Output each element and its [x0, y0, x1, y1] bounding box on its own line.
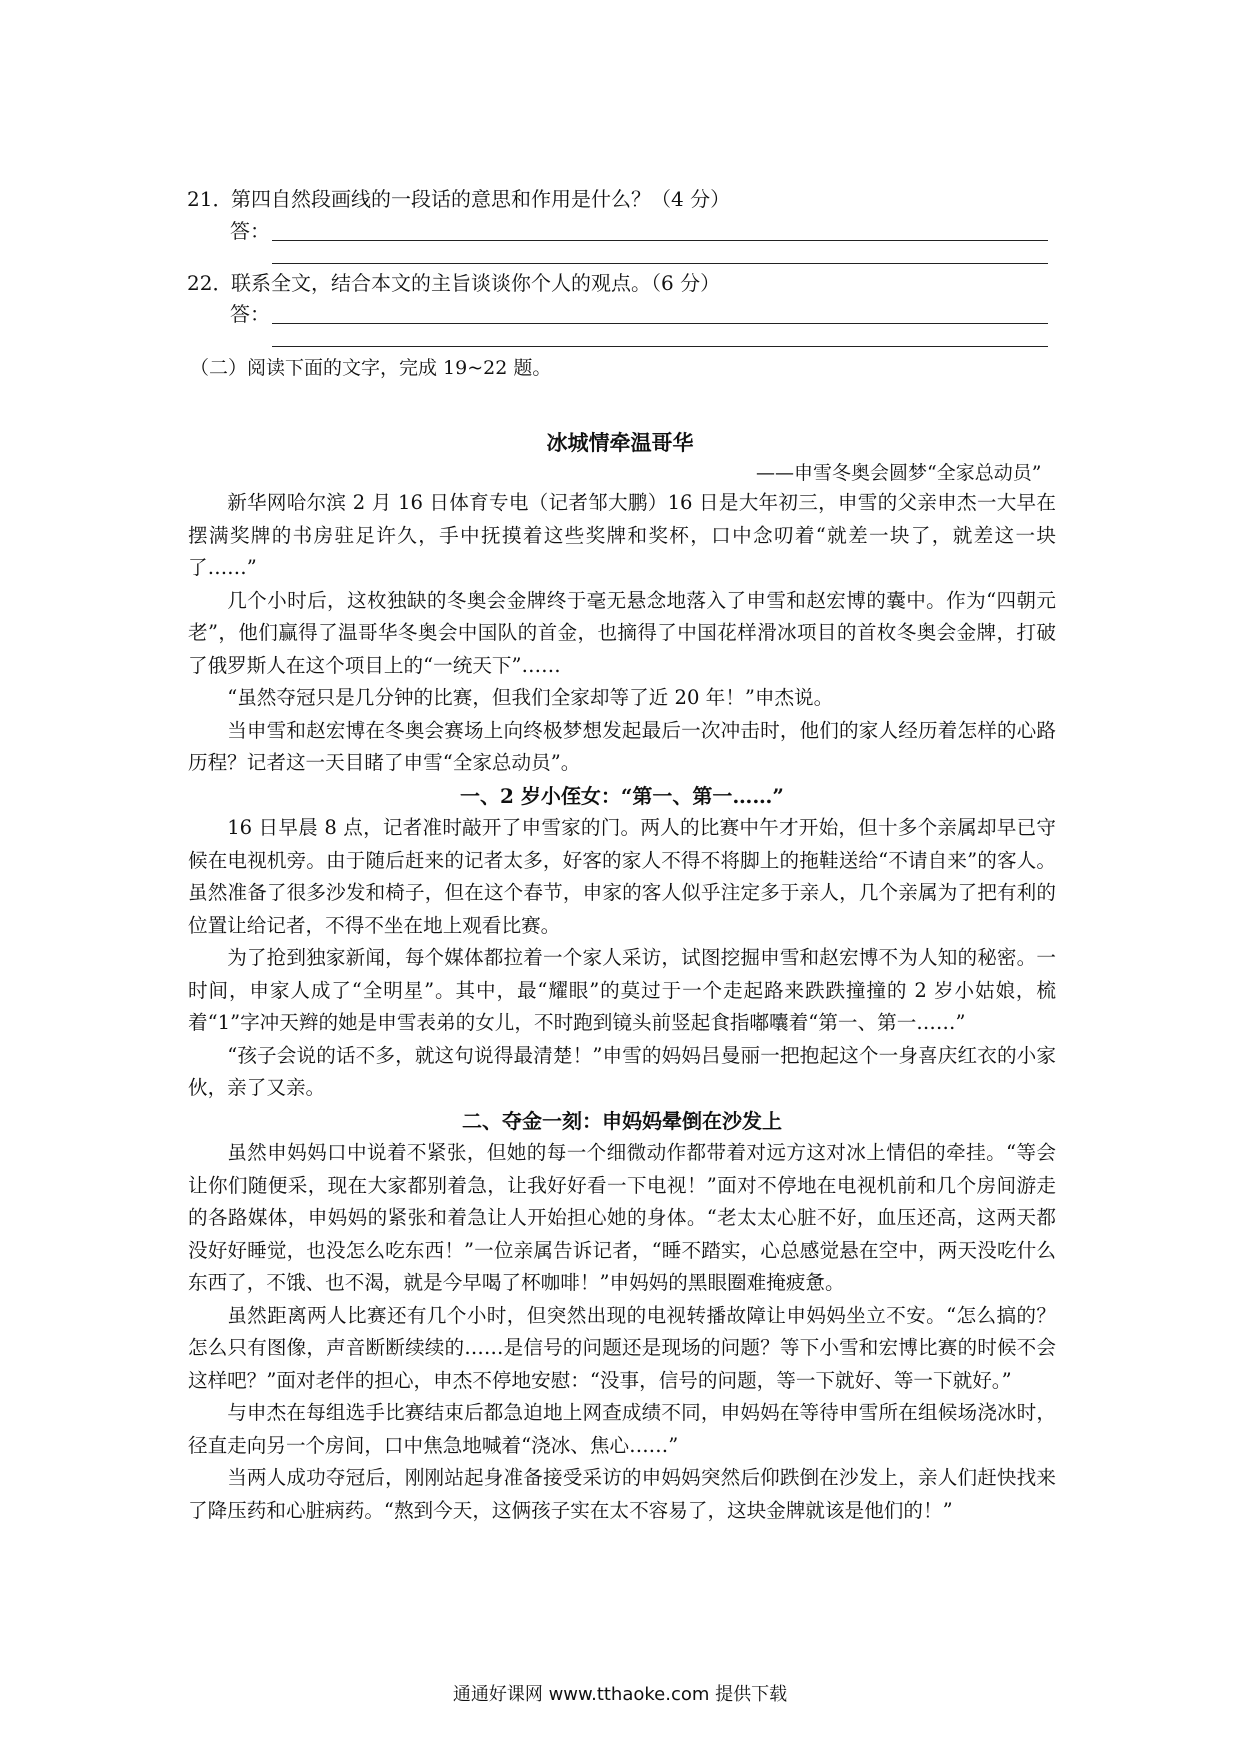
- answer-line: [272, 240, 1048, 241]
- answer-label: 答：: [230, 302, 270, 326]
- paragraph: 虽然申妈妈口中说着不紧张，但她的每一个细微动作都带着对远方这对冰上情侣的牵挂。“等会让你们随便采，现在大家都别着急，让我好好看一下电视！”面对不停地在电视机前和几个房间游走的各路媒体，申妈妈的紧张和着急让人开始担心她的身体。“老太太心脏不好，血压还高，这两天都没好好睡觉，也没怎么吃东西！”一位亲属告诉记者，“睡不踏实，心总感觉悬在空中，两天没吃什么东西了，不饿、也不渴，就是今早喝了杯咖啡！”申妈妈的黑眼圈难掩疲惫。: [188, 1141, 1057, 1294]
- answer-line: [272, 323, 1048, 324]
- question-22: [187, 268, 720, 298]
- article-body: [188, 487, 1056, 1527]
- answer-area-22[interactable]: [230, 299, 1048, 329]
- answer-line: [272, 263, 1048, 264]
- paragraph: “孩子会说的话不多，就这句说得最清楚！”申雪的妈妈吕曼丽一把抱起这个一身喜庆红衣的小家伙，亲了又亲。: [188, 1043, 1056, 1099]
- paragraph: 新华网哈尔滨 2 月 16 日体育专电（记者邹大鹏）16 日是大年初三，申雪的父亲申杰一大早在摆满奖牌的书房驻足许久，手中抚摸着这些奖牌和奖杯，口中念叨着“就差一块了，就差这一块了……”: [188, 491, 1057, 579]
- question-number: 22．: [187, 271, 233, 295]
- paragraph: 与申杰在每组选手比赛结束后都急迫地上网查成绩不同，申妈妈在等待申雪所在组候场浇冰时，径直走向另一个房间，口中焦急地喊着“浇冰、焦心……”: [188, 1401, 1056, 1457]
- question-text: 联系全文，结合本文的主旨谈谈你个人的观点。（6 分）: [231, 271, 721, 295]
- section-2-heading: 二、夺金一刻：申妈妈晕倒在沙发上: [462, 1108, 782, 1133]
- paragraph: 当两人成功夺冠后，刚刚站起身准备接受采访的申妈妈突然后仰跌倒在沙发上，亲人们赶快找来了降压药和心脏病药。“熬到今天，这俩孩子实在太不容易了，这块金牌就该是他们的！”: [188, 1466, 1056, 1522]
- section-1-heading: 一、2 岁小侄女：“第一、第一……”: [460, 783, 784, 808]
- paragraph: 几个小时后，这枚独缺的冬奥会金牌终于毫无悬念地落入了申雪和赵宏博的囊中。作为“四朝元老”，他们赢得了温哥华冬奥会中国队的首金，也摘得了中国花样滑冰项目的首枚冬奥会金牌，打破了俄罗斯人在这个项目上的“一统天下”……: [188, 588, 1056, 677]
- article-subtitle: ——申雪冬奥会圆梦“全家总动员”: [756, 462, 1042, 484]
- question-text: 第四自然段画线的一段话的意思和作用是什么？（4 分）: [231, 187, 731, 211]
- paragraph: 为了抢到独家新闻，每个媒体都拉着一个家人采访，试图挖掘申雪和赵宏博不为人知的秘密。一时间，申家人成了“全明星”。其中，最“耀眼”的莫过于一个走起路来跌跌撞撞的 2 岁小姑娘，梳着“1”字冲天辫的她是申雪表弟的女儿，不时跑到镜头前竖起食指嘟囔着“第一、第一……”: [188, 946, 1056, 1034]
- question-21: [187, 184, 730, 214]
- page-footer: 通通好课网 www.tthaoke.com 提供下载: [452, 1684, 788, 1705]
- paragraph: “虽然夺冠只是几分钟的比赛，但我们全家却等了近 20 年！”申杰说。: [227, 686, 834, 709]
- section-heading: （二）阅读下面的文字，完成 19~22 题。: [190, 357, 552, 379]
- paragraph: 16 日早晨 8 点，记者准时敲开了申雪家的门。两人的比赛中午才开始，但十多个亲属却早已守候在电视机旁。由于随后赶来的记者太多，好客的家人不得不将脚上的拖鞋送给“不请自来”的客人。虽然准备了很多沙发和椅子，但在这个春节，申家的客人似乎注定多于亲人，几个亲属为了把有利的位置让给记者，不得不坐在地上观看比赛。: [188, 816, 1056, 937]
- question-number: 21．: [187, 187, 233, 211]
- paragraph: 当申雪和赵宏博在冬奥会赛场上向终极梦想发起最后一次冲击时，他们的家人经历着怎样的心路历程？记者这一天目睹了申雪“全家总动员”。: [188, 718, 1056, 774]
- answer-area-21[interactable]: [230, 216, 1048, 246]
- answer-label: 答：: [230, 219, 270, 243]
- answer-line: [272, 346, 1048, 347]
- article-title: 冰城情牵温哥华: [546, 430, 694, 455]
- paragraph: 虽然距离两人比赛还有几个小时，但突然出现的电视转播故障让申妈妈坐立不安。“怎么搞的？怎么只有图像，声音断断续续的……是信号的问题还是现场的问题？等下小雪和宏博比赛的时候不会这样吧？”面对老伴的担心，申杰不停地安慰：“没事，信号的问题，等一下就好、等一下就好。”: [188, 1303, 1056, 1392]
